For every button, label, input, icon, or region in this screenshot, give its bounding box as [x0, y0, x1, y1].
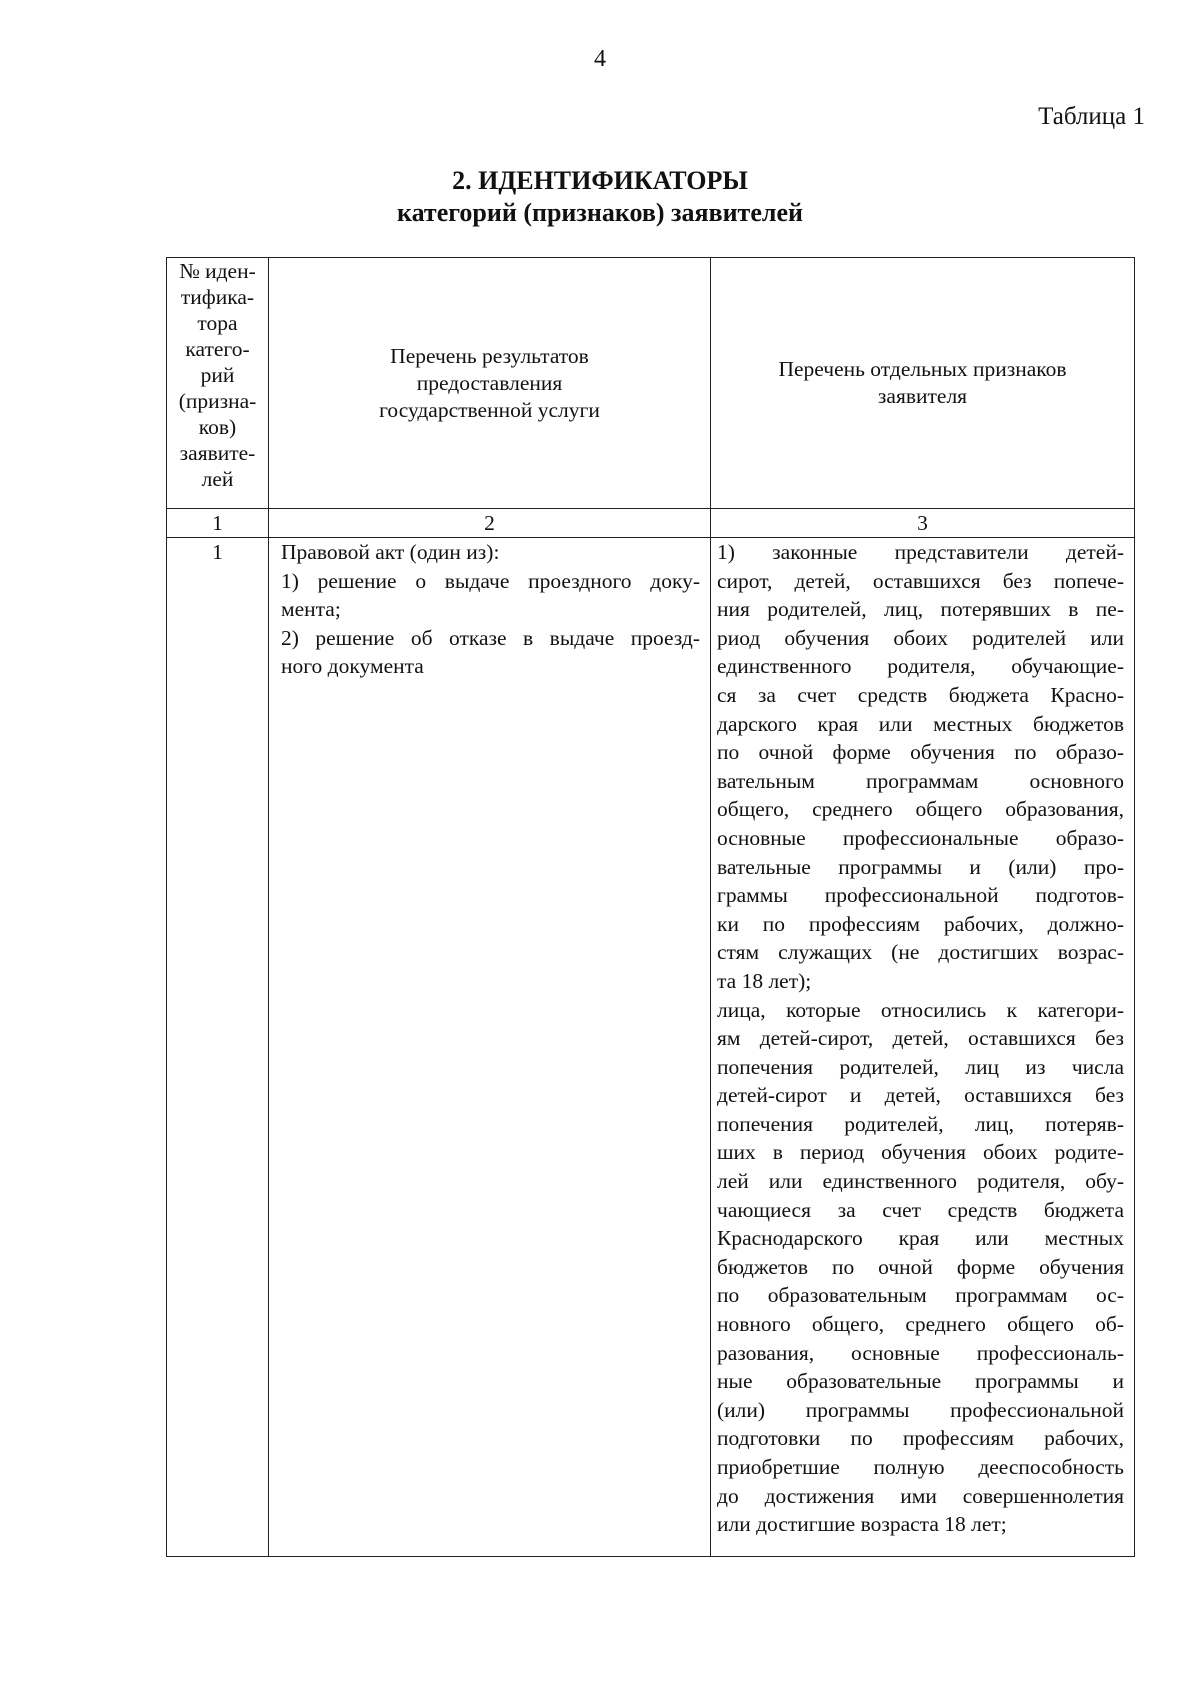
header-text-line: лей [201, 467, 234, 491]
cell-text-line: ния родителей, лиц, потерявших в пе- [717, 597, 1124, 622]
title-line-1: 2. ИДЕНТИФИКАТОРЫ [452, 166, 748, 195]
cell-text-line: основные профессиональные образо- [717, 825, 1124, 850]
cell-text-line: та 18 лет); [717, 968, 812, 993]
header-text-line: заявителя [877, 384, 968, 408]
header-text-line: тифика- [180, 285, 255, 309]
cell-text-line: по образовательным программам ос- [717, 1283, 1124, 1308]
cell-text-line: детей-сирот и детей, оставшихся без [717, 1083, 1124, 1108]
cell-text-line: общего, среднего общего образования, [717, 797, 1124, 822]
results-cell [269, 538, 711, 1557]
cell-text-line: ся за счет средств бюджета Красно- [717, 682, 1124, 707]
cell-text-line: подготовки по профессиям рабочих, [717, 1426, 1124, 1451]
header-identifier-number [167, 258, 269, 509]
cell-text-line: вательным программам основного [717, 768, 1124, 793]
cell-text-line: попечения родителей, лиц, потеряв- [717, 1111, 1124, 1136]
header-text-line: Перечень результатов [390, 343, 589, 368]
cell-text-line: вательные программы и (или) про- [717, 854, 1124, 879]
table-label: Таблица 1 [1038, 103, 1145, 130]
row-identifier: 1 [167, 538, 269, 1557]
cell-text-line: новного общего, среднего общего об- [717, 1312, 1124, 1337]
column-number: 2 [269, 509, 711, 538]
header-text-line: ков) [198, 415, 237, 439]
cell-text-line: или достигшие возраста 18 лет; [717, 1512, 1007, 1537]
header-results-list [269, 258, 711, 509]
cell-text-line: до достижения ими совершеннолетия [717, 1483, 1124, 1508]
cell-text-line: мента; [281, 597, 341, 622]
cell-text-line: ки по профессиям рабочих, должно- [717, 911, 1124, 936]
header-text-line: Перечень отдельных признаков [778, 357, 1067, 381]
cell-text-line: Правовой акт (один из): [281, 540, 500, 564]
header-text-line: рий [200, 363, 235, 387]
table-header-row [167, 258, 1135, 509]
header-text-line: государственной услуги [379, 397, 600, 422]
cell-text-line: граммы профессиональной подготов- [717, 883, 1124, 908]
table-row [167, 538, 1135, 1557]
document-title [0, 165, 1200, 229]
header-text-line: предоставления [416, 370, 563, 395]
cell-text-line: риод обучения обоих родителей или [717, 625, 1124, 650]
column-numbers-row [167, 509, 1135, 538]
cell-text-line: ям детей-сирот, детей, оставшихся без [717, 1026, 1124, 1051]
cell-text-line: Краснодарского края или местных [717, 1226, 1124, 1251]
cell-text-line: ших в период обучения обоих родите- [717, 1140, 1124, 1165]
identifiers-table [166, 257, 1135, 1557]
title-line-2: категорий (признаков) заявителей [397, 198, 803, 227]
features-cell [711, 538, 1135, 1557]
column-number: 1 [167, 509, 269, 538]
cell-text-line: приобретшие полную дееспособность [717, 1455, 1124, 1479]
page-number: 4 [594, 46, 606, 72]
column-number: 3 [711, 509, 1135, 538]
cell-text-line: ные образовательные программы и [717, 1369, 1124, 1394]
header-text-line: № иден- [179, 259, 256, 283]
cell-text-line: сирот, детей, оставшихся без попече- [717, 568, 1124, 593]
header-text-line: (призна- [178, 389, 257, 413]
cell-text-line: лица, которые относились к категори- [717, 997, 1124, 1022]
cell-text-line: стям служащих (не достигших возрас- [717, 940, 1124, 965]
cell-text-line: единственного родителя, обучающие- [717, 654, 1124, 679]
cell-text-line: (или) программы профессиональной [717, 1397, 1124, 1422]
cell-text-line: чающиеся за счет средств бюджета [717, 1197, 1124, 1222]
cell-text-line: попечения родителей, лиц из числа [717, 1054, 1124, 1079]
cell-text-line: лей или единственного родителя, обу- [717, 1169, 1124, 1194]
cell-text-line: ного документа [281, 654, 424, 679]
header-text-line: тора [197, 311, 238, 335]
cell-text-line: по очной форме обучения по образо- [717, 740, 1124, 765]
header-text-line: заявите- [179, 441, 256, 465]
cell-text-line: 1) законные представители детей- [717, 540, 1124, 564]
cell-text-line: бюджетов по очной форме обучения [717, 1254, 1124, 1279]
header-text-line: катего- [185, 337, 250, 361]
header-applicant-features [711, 258, 1135, 509]
cell-text-line: 1) решение о выдаче проездного доку- [281, 568, 700, 593]
cell-text-line: дарского края или местных бюджетов [717, 711, 1124, 736]
cell-text-line: 2) решение об отказе в выдаче проезд- [281, 625, 700, 650]
cell-text-line: разования, основные профессиональ- [717, 1340, 1124, 1365]
